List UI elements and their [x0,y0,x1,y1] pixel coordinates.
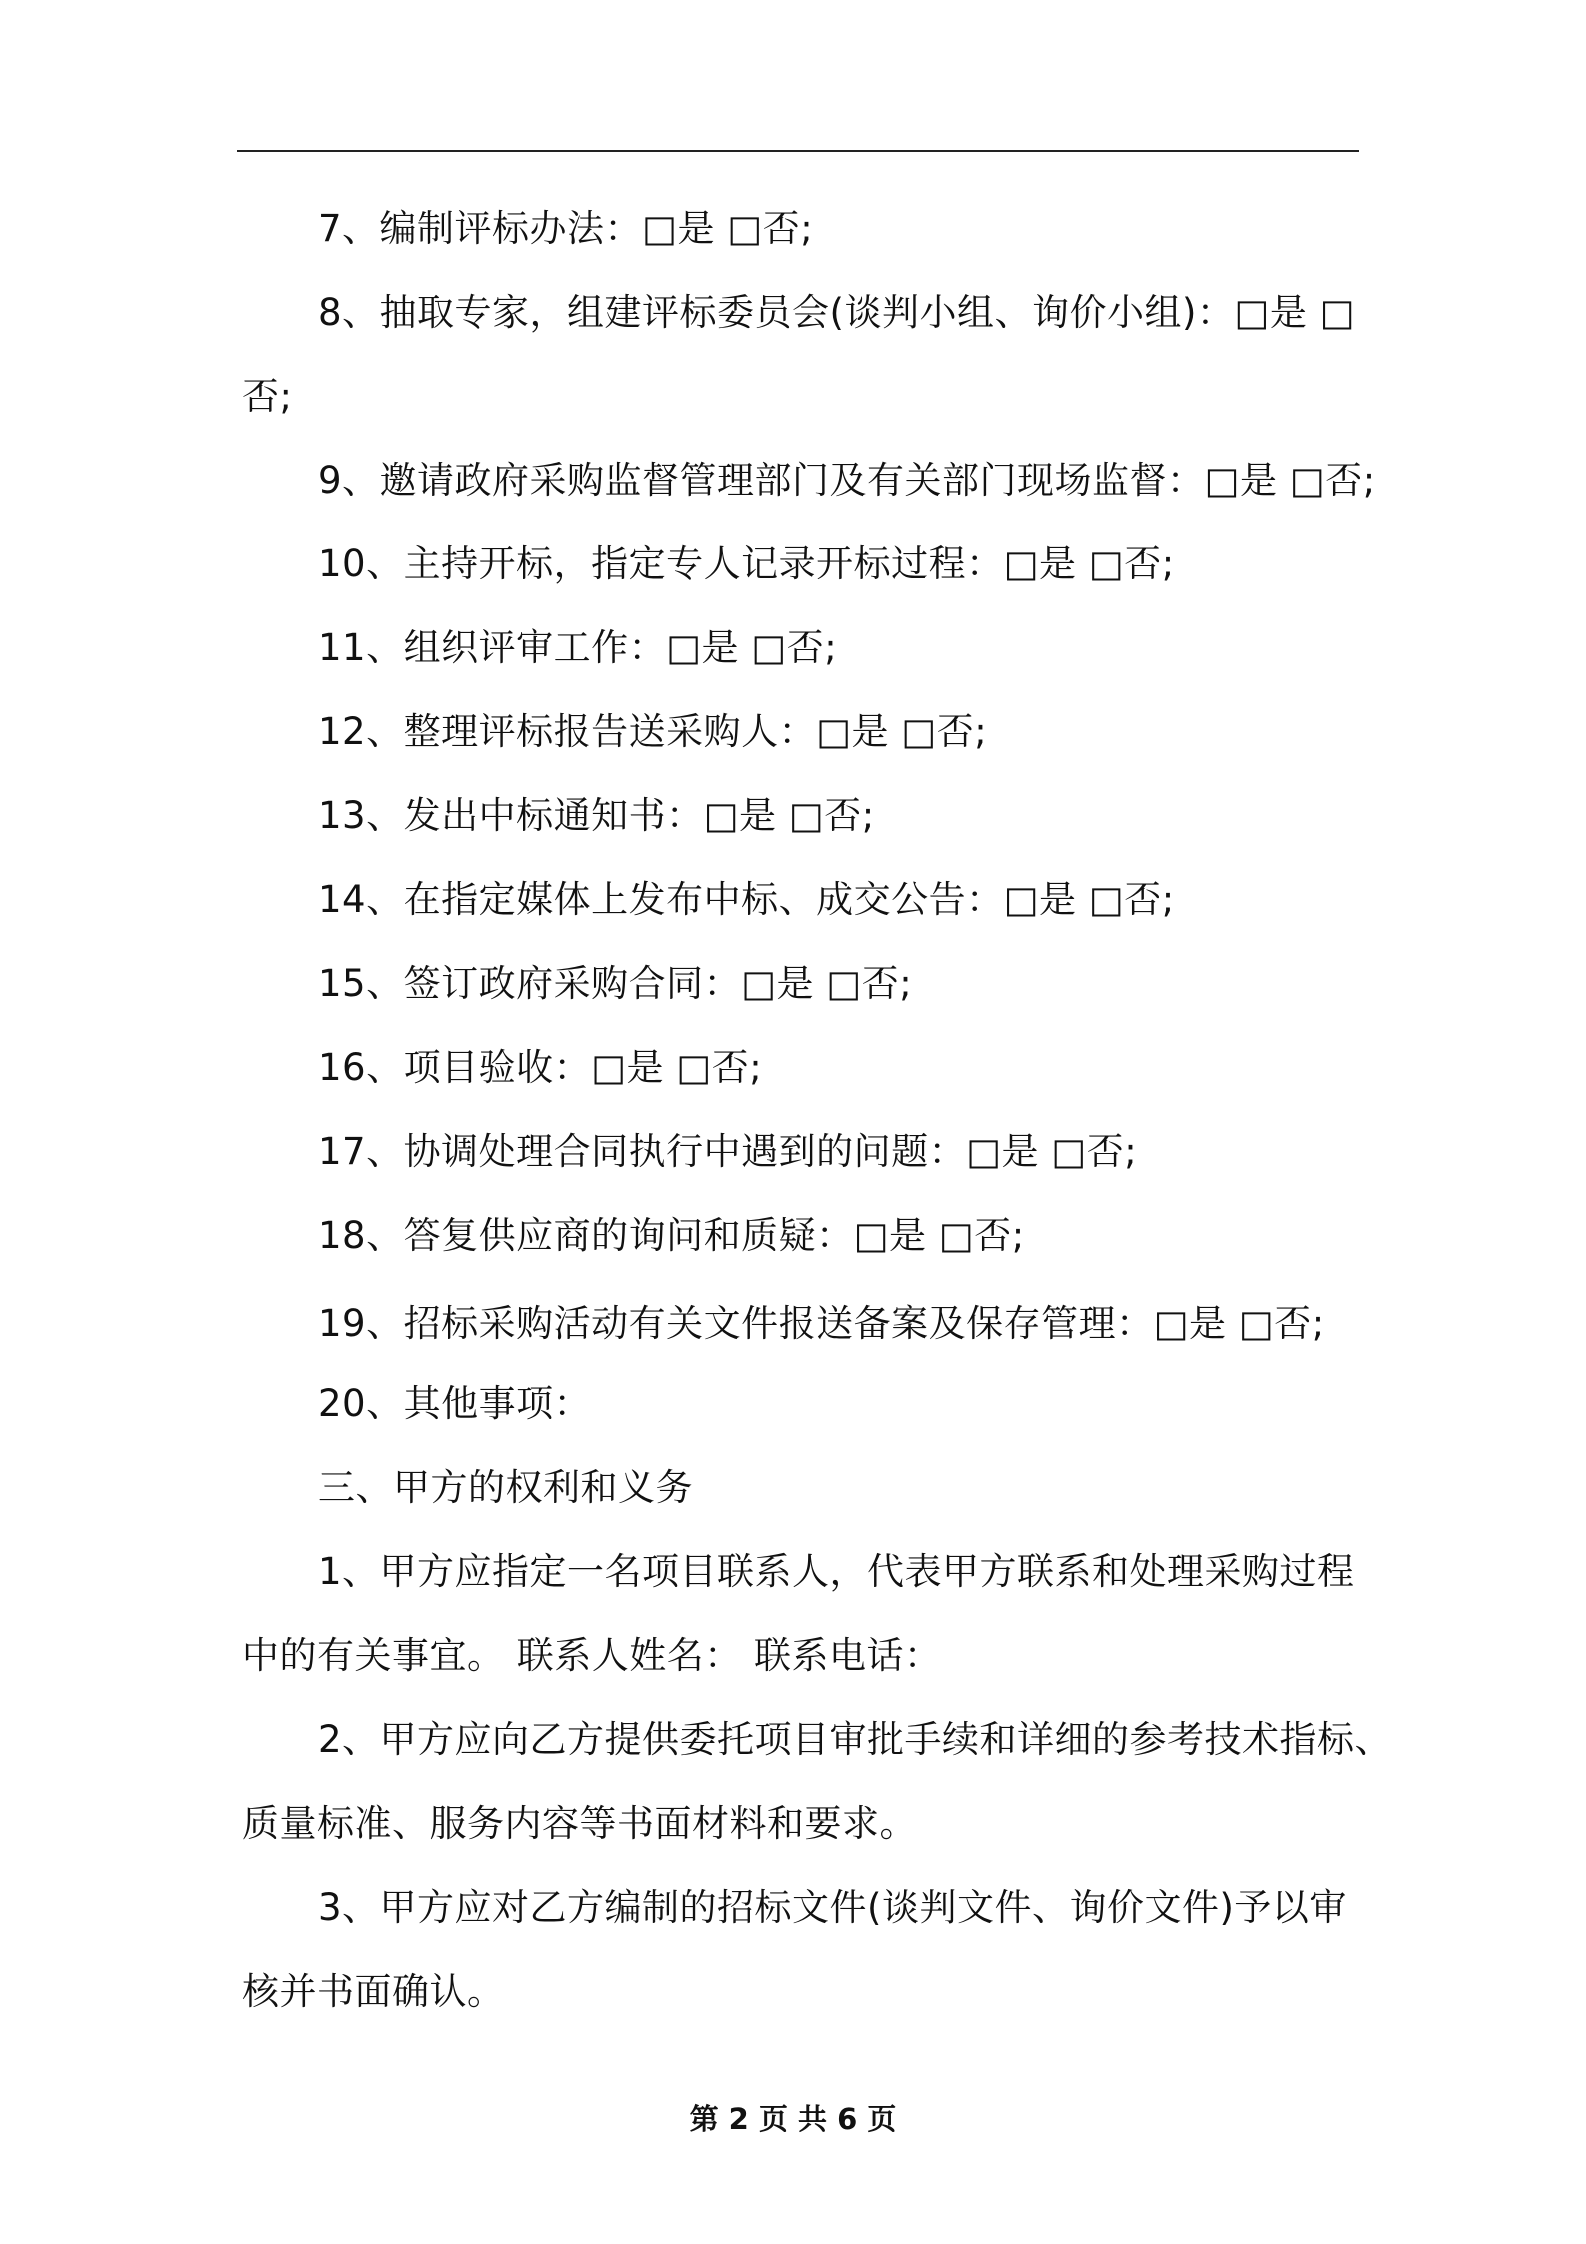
text-line-item-8-cont: 否; [242,375,293,418]
text-line-item-10: 10、主持开标，指定专人记录开标过程：□是 □否; [318,542,1175,585]
text-line-item-17: 17、协调处理合同执行中遇到的问题：□是 □否; [318,1130,1138,1173]
section-heading: 三、甲方的权利和义务 [318,1466,693,1509]
text-line-item-15: 15、签订政府采购合同：□是 □否; [318,962,913,1005]
text-line-clause-3: 3、甲方应对乙方编制的招标文件(谈判文件、询价文件)予以审 [318,1886,1347,1929]
page-number-footer: 第 2 页 共 6 页 [689,2102,897,2136]
text-line-item-20: 20、其他事项： [318,1382,592,1425]
text-line-item-11: 11、组织评审工作：□是 □否; [318,626,838,669]
text-line-item-19: 19、招标采购活动有关文件报送备案及保存管理：□是 □否; [318,1302,1325,1345]
text-line-item-7: 7、编制评标办法：□是 □否; [318,207,814,250]
text-line-clause-2: 2、甲方应向乙方提供委托项目审批手续和详细的参考技术指标、 [318,1718,1393,1761]
text-line-clause-2-cont: 质量标准、服务内容等书面材料和要求。 [242,1802,917,1845]
header-divider [237,150,1359,152]
text-line-clause-3-cont: 核并书面确认。 [242,1970,505,2013]
text-line-item-9: 9、邀请政府采购监督管理部门及有关部门现场监督：□是 □否; [318,459,1376,502]
text-line-item-8: 8、抽取专家，组建评标委员会(谈判小组、询价小组)：□是 □ [318,291,1356,334]
text-line-item-13: 13、发出中标通知书：□是 □否; [318,794,875,837]
text-line-item-14: 14、在指定媒体上发布中标、成交公告：□是 □否; [318,878,1175,921]
text-line-item-12: 12、整理评标报告送采购人：□是 □否; [318,710,988,753]
text-line-item-18: 18、答复供应商的询问和质疑：□是 □否; [318,1214,1025,1257]
text-line-item-16: 16、项目验收：□是 □否; [318,1046,763,1089]
text-line-clause-1-cont: 中的有关事宜。 联系人姓名： 联系电话： [242,1634,942,1677]
text-line-clause-1: 1、甲方应指定一名项目联系人，代表甲方联系和处理采购过程 [318,1550,1355,1593]
